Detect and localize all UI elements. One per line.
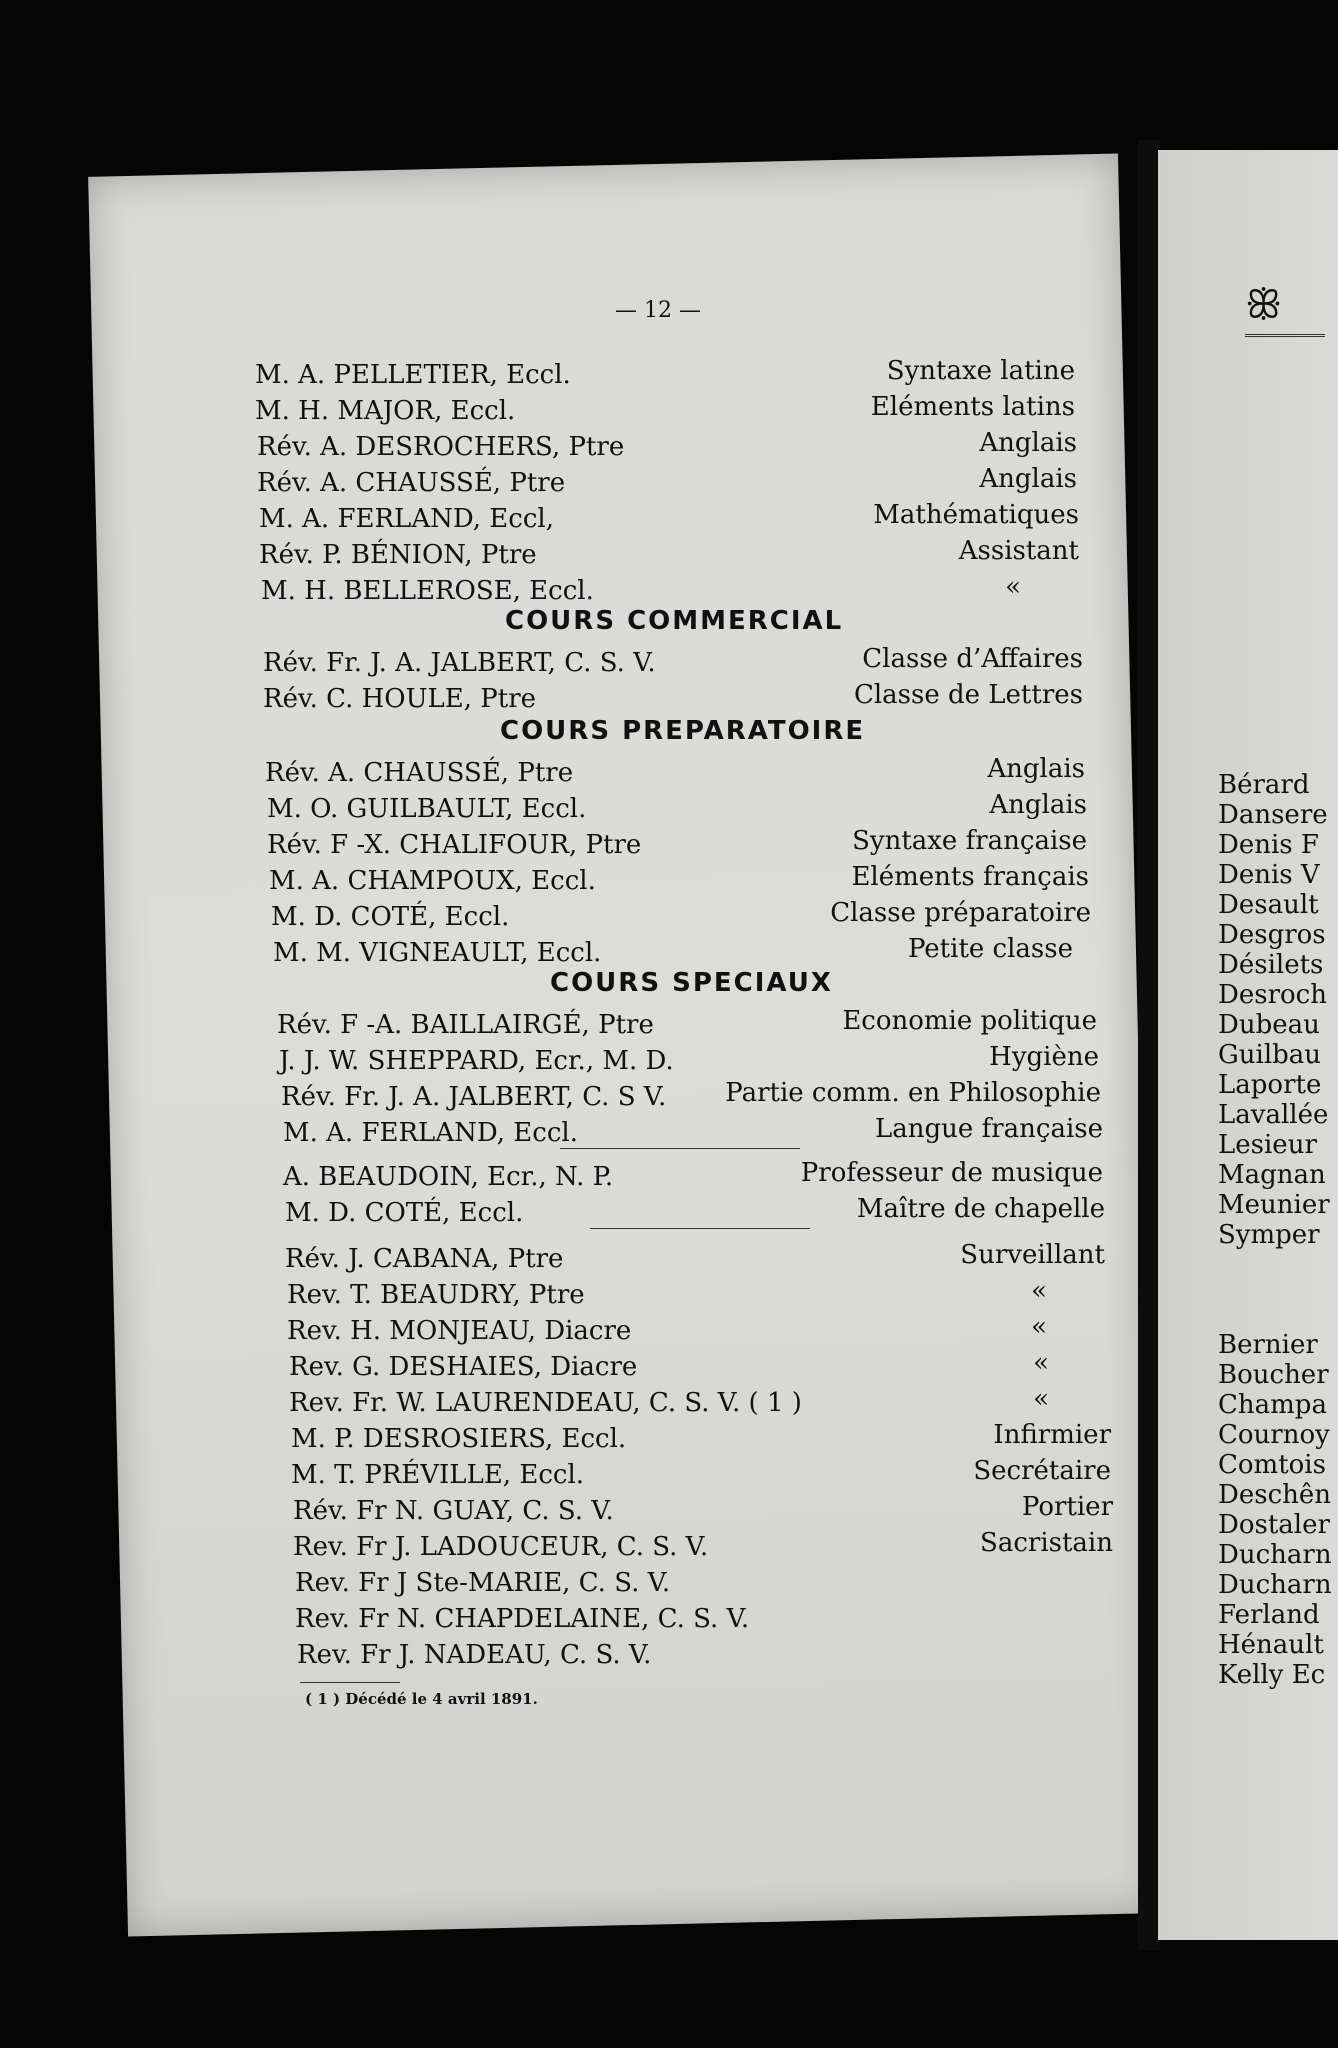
footnote: ( 1 ) Décédé le 4 avril 1891. bbox=[305, 1690, 538, 1708]
list-item bbox=[291, 1456, 1111, 1494]
subject-label: « bbox=[1033, 1348, 1049, 1378]
teacher-name: J. J. W. SHEPPARD, Ecr., M. D. bbox=[279, 1046, 674, 1076]
list-item: Bérard bbox=[1218, 770, 1310, 800]
section-heading: COURS PREPARATOIRE bbox=[500, 716, 866, 746]
teacher-name: M. A. FERLAND, Eccl, bbox=[259, 504, 554, 534]
list-item bbox=[293, 1492, 1113, 1530]
teacher-name: Rév. Fr N. GUAY, C. S. V. bbox=[293, 1496, 614, 1526]
page-number: — 12 — bbox=[615, 298, 701, 323]
subject-label: Surveillant bbox=[960, 1240, 1105, 1270]
list-item: Dostaler bbox=[1218, 1510, 1330, 1540]
subject-label: Eléments français bbox=[851, 862, 1089, 892]
teacher-name: Rev. Fr N. CHAPDELAINE, C. S. V. bbox=[295, 1604, 750, 1634]
subject-label: Portier bbox=[1021, 1492, 1113, 1522]
subject-label: Anglais bbox=[979, 428, 1077, 458]
subject-label: Petite classe bbox=[907, 934, 1073, 964]
list-item: Kelly Ec bbox=[1218, 1660, 1326, 1690]
list-item bbox=[265, 754, 1085, 792]
list-item bbox=[263, 644, 1083, 682]
list-item: Deschên bbox=[1218, 1480, 1332, 1510]
teacher-name: Rév. F -A. BAILLAIRGÉ, Ptre bbox=[277, 1010, 654, 1040]
subject-label: Syntaxe latine bbox=[886, 356, 1075, 386]
list-item: Desgros bbox=[1218, 920, 1326, 950]
divider bbox=[590, 1228, 810, 1229]
subject-label: Anglais bbox=[979, 464, 1077, 494]
teacher-name: M. T. PRÉVILLE, Eccl. bbox=[291, 1460, 585, 1490]
list-item bbox=[273, 934, 1093, 972]
subject-label: Classe de Lettres bbox=[853, 680, 1083, 710]
subject-label: « bbox=[1005, 572, 1021, 602]
list-item bbox=[289, 1384, 1109, 1422]
list-item bbox=[277, 1006, 1097, 1044]
teacher-name: M. M. VIGNEAULT, Eccl. bbox=[273, 938, 602, 968]
subject-label: Hygiène bbox=[989, 1042, 1099, 1072]
teacher-name: M. H. MAJOR, Eccl. bbox=[255, 396, 516, 426]
list-item bbox=[257, 428, 1077, 466]
list-item: Bernier bbox=[1218, 1330, 1318, 1360]
list-item bbox=[267, 826, 1087, 864]
list-item bbox=[257, 464, 1077, 502]
list-item: Symper bbox=[1218, 1220, 1320, 1250]
book-gutter bbox=[1138, 140, 1160, 1950]
list-item bbox=[293, 1528, 1113, 1566]
list-item bbox=[287, 1276, 1107, 1314]
teacher-name: A. BEAUDOIN, Ecr., N. P. bbox=[283, 1162, 614, 1192]
list-item: Lavallée bbox=[1218, 1100, 1329, 1130]
list-item bbox=[267, 790, 1087, 828]
list-item: Hénault bbox=[1218, 1630, 1324, 1660]
subject-label: Secrétaire bbox=[973, 1456, 1111, 1486]
list-item: Désilets bbox=[1218, 950, 1324, 980]
list-item bbox=[295, 1568, 1115, 1602]
list-item bbox=[263, 680, 1083, 718]
teacher-name: M. P. DESROSIERS, Eccl. bbox=[291, 1424, 627, 1454]
list-item bbox=[269, 862, 1089, 900]
subject-label: Syntaxe française bbox=[852, 826, 1087, 856]
teacher-name: M. D. COTÉ, Eccl. bbox=[271, 902, 510, 932]
list-item: Ducharn bbox=[1218, 1540, 1332, 1570]
section-heading: COURS SPECIAUX bbox=[550, 968, 833, 998]
subject-label: Mathématiques bbox=[873, 500, 1079, 530]
list-item bbox=[295, 1604, 1115, 1638]
subject-label: Partie comm. en Philosophie bbox=[725, 1078, 1101, 1108]
subject-label: Classe d’Affaires bbox=[862, 644, 1083, 674]
subject-label: Anglais bbox=[987, 754, 1085, 784]
subject-label: « bbox=[1031, 1276, 1047, 1306]
list-item: Cournoy bbox=[1218, 1420, 1330, 1450]
teacher-name: M. O. GUILBAULT, Eccl. bbox=[267, 794, 587, 824]
subject-label: Assistant bbox=[958, 536, 1079, 566]
list-item bbox=[261, 572, 1081, 610]
list-item bbox=[285, 1240, 1105, 1278]
subject-label: Sacristain bbox=[980, 1528, 1113, 1558]
list-item: Magnan bbox=[1218, 1160, 1326, 1190]
teacher-name: Rev. Fr J. NADEAU, C. S. V. bbox=[297, 1640, 652, 1670]
divider bbox=[300, 1682, 400, 1683]
subject-label: « bbox=[1033, 1384, 1049, 1414]
teacher-name: M. D. COTÉ, Eccl. bbox=[285, 1198, 524, 1228]
divider bbox=[560, 1148, 800, 1149]
teacher-name: Rév. F -X. CHALIFOUR, Ptre bbox=[267, 830, 642, 860]
teacher-name: Rev. Fr J. LADOUCEUR, C. S. V. bbox=[293, 1532, 709, 1562]
list-item bbox=[287, 1312, 1107, 1350]
list-item: Meunier bbox=[1218, 1190, 1330, 1220]
list-item bbox=[283, 1158, 1103, 1196]
teacher-name: Rév. A. DESROCHERS, Ptre bbox=[257, 432, 625, 462]
subject-label: Professeur de musique bbox=[800, 1158, 1103, 1188]
list-item: Denis V bbox=[1218, 860, 1320, 890]
subject-label: Infirmier bbox=[993, 1420, 1111, 1450]
list-item: Guilbau bbox=[1218, 1040, 1322, 1070]
list-item bbox=[259, 536, 1079, 574]
list-item bbox=[281, 1078, 1101, 1116]
list-item bbox=[279, 1042, 1099, 1080]
list-item: Ducharn bbox=[1218, 1570, 1332, 1600]
teacher-name: Rev. H. MONJEAU, Diacre bbox=[287, 1316, 632, 1346]
list-item bbox=[297, 1640, 1117, 1674]
list-item bbox=[255, 392, 1075, 430]
subject-label: Anglais bbox=[989, 790, 1087, 820]
subject-label: « bbox=[1031, 1312, 1047, 1342]
subject-label: Maître de chapelle bbox=[856, 1194, 1105, 1224]
teacher-name: Rev. Fr J Ste-MARIE, C. S. V. bbox=[295, 1568, 671, 1598]
list-item: Champa bbox=[1218, 1390, 1327, 1420]
list-item bbox=[285, 1194, 1105, 1232]
teacher-name: Rev. Fr. W. LAURENDEAU, C. S. V. ( 1 ) bbox=[289, 1388, 802, 1418]
section-heading: COURS COMMERCIAL bbox=[505, 606, 844, 636]
teacher-name: Rév. P. BÉNION, Ptre bbox=[259, 540, 537, 570]
teacher-name: Rév. C. HOULE, Ptre bbox=[263, 684, 537, 714]
list-item: Lesieur bbox=[1218, 1130, 1317, 1160]
teacher-name: Rév. A. CHAUSSÉ, Ptre bbox=[257, 468, 566, 498]
list-item: Dubeau bbox=[1218, 1010, 1320, 1040]
list-item bbox=[291, 1420, 1111, 1458]
teacher-name: Rev. G. DESHAIES, Diacre bbox=[289, 1352, 638, 1382]
list-item: Laporte bbox=[1218, 1070, 1322, 1100]
teacher-name: Rév. Fr. J. A. JALBERT, C. S V. bbox=[281, 1082, 667, 1112]
teacher-name: M. A. PELLETIER, Eccl. bbox=[255, 360, 571, 390]
teacher-name: M. A. FERLAND, Eccl. bbox=[283, 1118, 578, 1148]
list-item bbox=[259, 500, 1079, 538]
list-item: Dansere bbox=[1218, 800, 1328, 830]
subject-label: Eléments latins bbox=[870, 392, 1075, 422]
list-item bbox=[283, 1114, 1103, 1152]
teacher-name: Rev. T. BEAUDRY, Ptre bbox=[287, 1280, 585, 1310]
teacher-name: M. A. CHAMPOUX, Eccl. bbox=[269, 866, 596, 896]
list-item: Desault bbox=[1218, 890, 1319, 920]
list-item: Denis F bbox=[1218, 830, 1319, 860]
list-item bbox=[271, 898, 1091, 936]
subject-label: Economie politique bbox=[842, 1006, 1097, 1036]
decorative-ornament: ꕥ bbox=[1245, 282, 1325, 337]
teacher-name: M. H. BELLEROSE, Eccl. bbox=[261, 576, 594, 606]
teacher-name: Rév. J. CABANA, Ptre bbox=[285, 1244, 564, 1274]
subject-label: Classe préparatoire bbox=[830, 898, 1091, 928]
list-item: Boucher bbox=[1218, 1360, 1329, 1390]
teacher-name: Rév. Fr. J. A. JALBERT, C. S. V. bbox=[263, 648, 656, 678]
list-item bbox=[289, 1348, 1109, 1386]
list-item: Ferland bbox=[1218, 1600, 1320, 1630]
list-item: Desroch bbox=[1218, 980, 1327, 1010]
teacher-name: Rév. A. CHAUSSÉ, Ptre bbox=[265, 758, 574, 788]
list-item: Comtois bbox=[1218, 1450, 1326, 1480]
list-item bbox=[255, 356, 1075, 394]
subject-label: Langue française bbox=[875, 1114, 1103, 1144]
